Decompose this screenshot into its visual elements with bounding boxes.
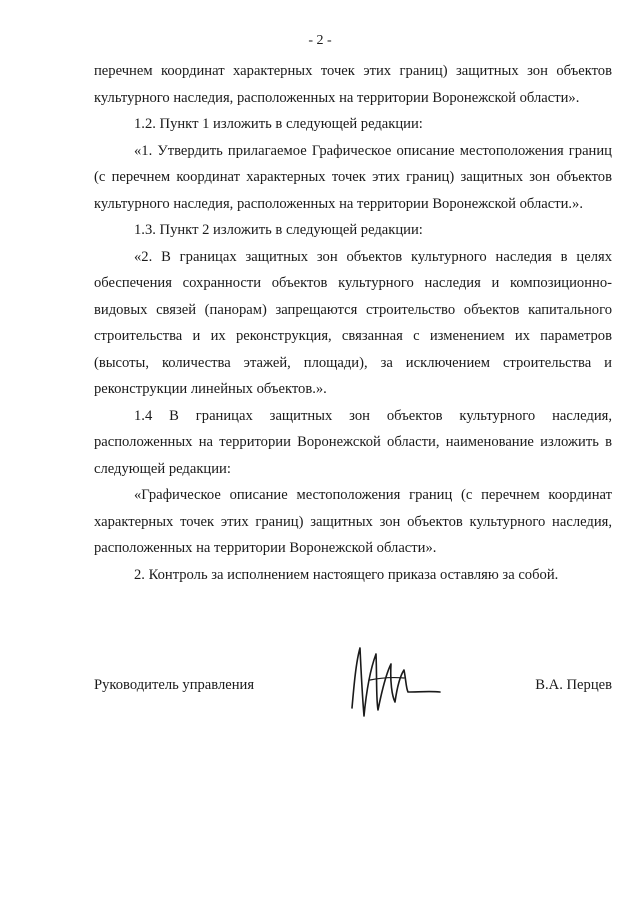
paragraph-1-3: 1.3. Пункт 2 изложить в следующей редакции: — [134, 222, 423, 238]
paragraph-point-1-text: «1. Утвердить прилагаемое Графическое описание местоположения границ (с перечнем координат характерных точек этих границ) защитных зон объектов культурного наследия, расположенных на территории Воронежской области.». — [94, 142, 612, 212]
page-number: - 2 - — [308, 33, 332, 48]
paragraph-1-2: 1.2. Пункт 1 изложить в следующей редакции: — [134, 116, 423, 132]
signature-block — [94, 640, 612, 730]
paragraph-point-2-text: «2. В границах защитных зон объектов культурного наследия в целях обеспечения сохранности объектов культурного наследия и композиционно-видовых связей (панорам) запрещаются строительство объектов капитального строительства и их реконструкция, связанная с изменением их параметров (высоты, количества этажей, площади), за исключением строительства и реконструкции линейных объектов.». — [94, 248, 612, 397]
document-body — [94, 58, 612, 588]
signatory-name: В.А. Перцев — [535, 677, 612, 693]
paragraph-1-4: 1.4 В границах защитных зон объектов культурного наследия, расположенных на территории Воронежской области, наименование изложить в следующей редакции: — [94, 407, 612, 477]
handwritten-signature — [346, 640, 442, 730]
signatory-role: Руководитель управления — [94, 677, 255, 693]
paragraph-2-control: 2. Контроль за исполнением настоящего приказа оставляю за собой. — [134, 566, 559, 583]
paragraph-new-title: «Графическое описание местоположения границ (с перечнем координат характерных точек этих границ) защитных зон объектов культурного наследия, расположенных на территории Воронежской области». — [94, 487, 612, 556]
paragraph-continuation: перечнем координат характерных точек этих границ) защитных зон объектов культурного наследия, расположенных на территории Воронежской области». — [94, 63, 612, 106]
